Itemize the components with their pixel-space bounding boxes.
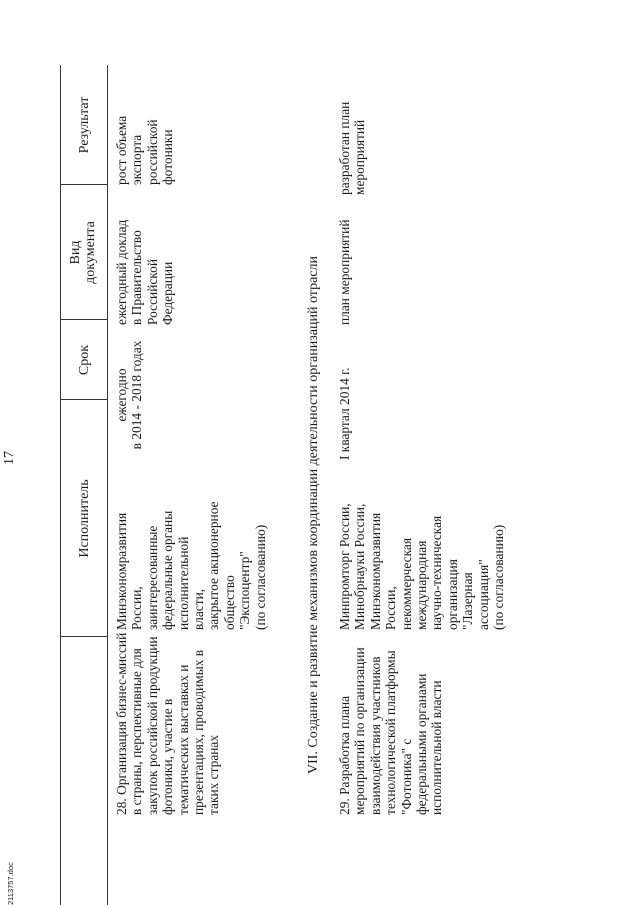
row-28-doc-type: ежегодный доклад в Правительство Российской Федерации <box>114 219 176 325</box>
row-29-executor: Минпромторг России, Минобрнауки России, Минэкономразвития России, некоммерческая международная научно-техническая организация "Лазерная ассоциация" (по согласованию) <box>337 503 507 630</box>
section-title: VII. Создание и развитие механизмов координации деятельности организаций отрасли <box>306 256 321 774</box>
row-28-result: рост объема экспорта российской фотоники <box>114 115 176 185</box>
header-term: Срок <box>77 344 92 376</box>
table-rule-top <box>60 65 61 905</box>
header-doc-type: Вид документа <box>68 221 98 284</box>
row-29-result: разработан план мероприятий <box>337 101 368 195</box>
row-28-term: ежегодно в 2014 - 2018 годах <box>114 340 145 450</box>
row-28-executor: Минэкономразвития России, заинтересованные федеральные органы исполнительной власти, закрытое акционерное общество "Экспоцентр" (по согласованию) <box>114 501 268 630</box>
page-number: 17 <box>2 451 17 465</box>
header-result: Результат <box>77 96 92 154</box>
row-29-doc-type: план мероприятий <box>337 219 352 325</box>
header-executor: Исполнитель <box>77 479 92 558</box>
row-29-term: I квартал 2014 г. <box>337 367 352 460</box>
table-rule-header <box>107 65 108 905</box>
row-29-measure: 29. Разработка плана мероприятий по организации взаимодействия участников технологической платформы "Фотоника" с федеральными органами исполнительной власти <box>337 647 445 815</box>
row-28-measure: 28. Организация бизнес-миссий в страны, перспективные для закупок российской продукции фотоники, участие в тематических выставках и презентациях, проводимых в таких странах <box>114 632 222 815</box>
file-reference: 2113757.doc <box>6 862 15 905</box>
